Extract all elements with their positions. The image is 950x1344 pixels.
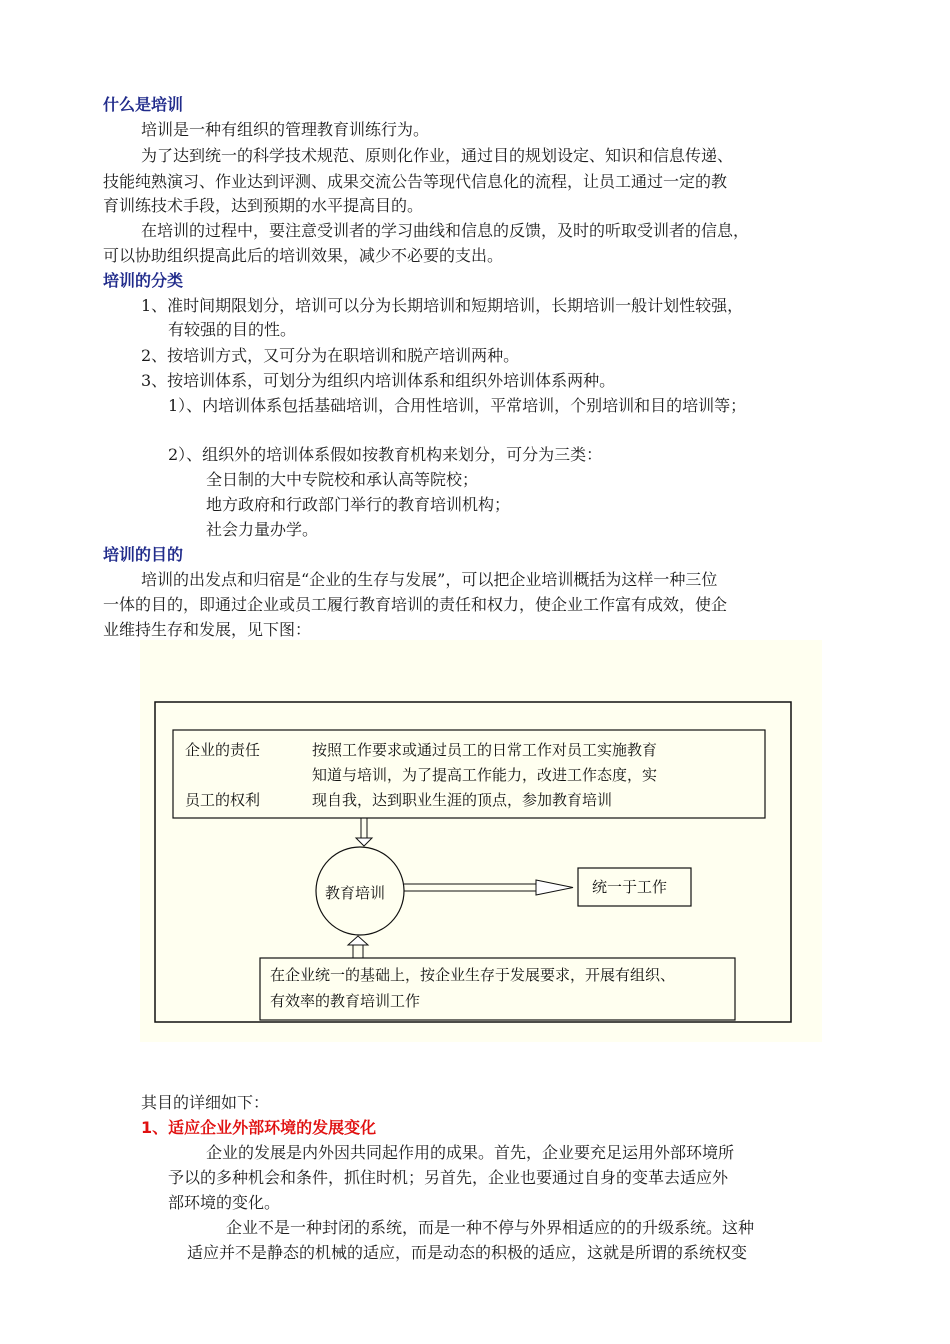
list-item: 2、按培训方式，又可分为在职培训和脱产培训两种。: [141, 346, 520, 365]
paragraph-line: 培训的出发点和归宿是“企业的生存与发展”，可以把企业培训概括为这样一种三位: [141, 570, 718, 589]
paragraph-line: 部环境的变化。: [168, 1193, 281, 1212]
details-intro: 其目的详细如下：: [141, 1093, 270, 1112]
bottom-box-text: 有效率的教育培训工作: [270, 992, 421, 1010]
heading-what-is-training: 什么是培训: [103, 95, 184, 114]
list-subitem: 全日制的大中专院校和承认高等院校；: [206, 470, 479, 489]
list-item: 1、准时间期限划分，培训可以分为长期培训和短期培训，长期培训一般计划性较强，: [141, 296, 744, 315]
paragraph-line: 可以协助组织提高此后的培训效果，减少不必要的支出。: [103, 246, 504, 265]
list-subitem: 2）、组织外的培训体系假如按教育机构来划分，可分为三类：: [168, 445, 603, 464]
paragraph-line: 予以的多种机会和条件，抓住时机；另首先，企业也要通过自身的变革去适应外: [168, 1168, 729, 1187]
right-box-text: 统一于工作: [592, 878, 668, 896]
circle-text: 教育培训: [325, 884, 386, 902]
arrow-up-head: [348, 936, 368, 945]
list-subitem: 社会力量办学。: [206, 520, 319, 539]
paragraph-line: 企业的发展是内外因共同起作用的成果。首先，企业要充足运用外部环境所: [206, 1143, 735, 1162]
list-subitem: 1）、内培训体系包括基础培训，合用性培训，平常培训，个别培训和目的培训等；: [168, 396, 747, 415]
arrow-down-head: [356, 838, 372, 846]
paragraph-line: 在培训的过程中，要注意受训者的学习曲线和信息的反馈，及时的听取受训者的信息，: [141, 221, 750, 240]
top-box-text: 现自我，达到职业生涯的顶点，参加教育培训: [312, 791, 613, 809]
label-enterprise-responsibility: 企业的责任: [185, 741, 261, 759]
paragraph-line: 一体的目的，即通过企业或员工履行教育培训的责任和权力，使企业工作富有成效，使企: [103, 595, 728, 614]
paragraph-line: 为了达到统一的科学技术规范、原则化作业，通过目的规划设定、知识和信息传递、: [141, 146, 734, 165]
list-item: 3、按培训体系，可划分为组织内培训体系和组织外培训体系两种。: [141, 371, 616, 390]
paragraph-line: 技能纯熟演习、作业达到评测、成果交流公告等现代信息化的流程，让员工通过一定的教: [103, 172, 728, 191]
heading-adapt-external-environment: 1、适应企业外部环境的发展变化: [141, 1118, 377, 1137]
paragraph-line: 培训是一种有组织的管理教育训练行为。: [141, 120, 430, 139]
heading-training-purpose: 培训的目的: [103, 545, 184, 564]
list-subitem: 地方政府和行政部门举行的教育培训机构；: [206, 495, 511, 514]
paragraph-line: 业维持生存和发展，见下图：: [103, 620, 312, 639]
label-employee-rights: 员工的权利: [185, 791, 261, 809]
top-box-text: 按照工作要求或通过员工的日常工作对员工实施教育: [312, 741, 658, 759]
top-box-text: 知道与培训，为了提高工作能力，改进工作态度，实: [312, 766, 658, 784]
training-purpose-diagram: [140, 640, 822, 1042]
list-item: 有较强的目的性。: [168, 320, 297, 339]
paragraph-line: 育训练技术手段，达到预期的水平提高目的。: [103, 196, 424, 215]
heading-training-classification: 培训的分类: [103, 271, 184, 290]
paragraph-line: 适应并不是静态的机械的适应，而是动态的积极的适应，这就是所谓的系统权变: [187, 1243, 748, 1262]
bottom-box-text: 在企业统一的基础上，按企业生存于发展要求，开展有组织、: [270, 966, 676, 984]
paragraph-line: 企业不是一种封闭的系统，而是一种不停与外界相适应的的升级系统。这种: [226, 1218, 755, 1237]
arrow-right-head: [536, 880, 573, 895]
